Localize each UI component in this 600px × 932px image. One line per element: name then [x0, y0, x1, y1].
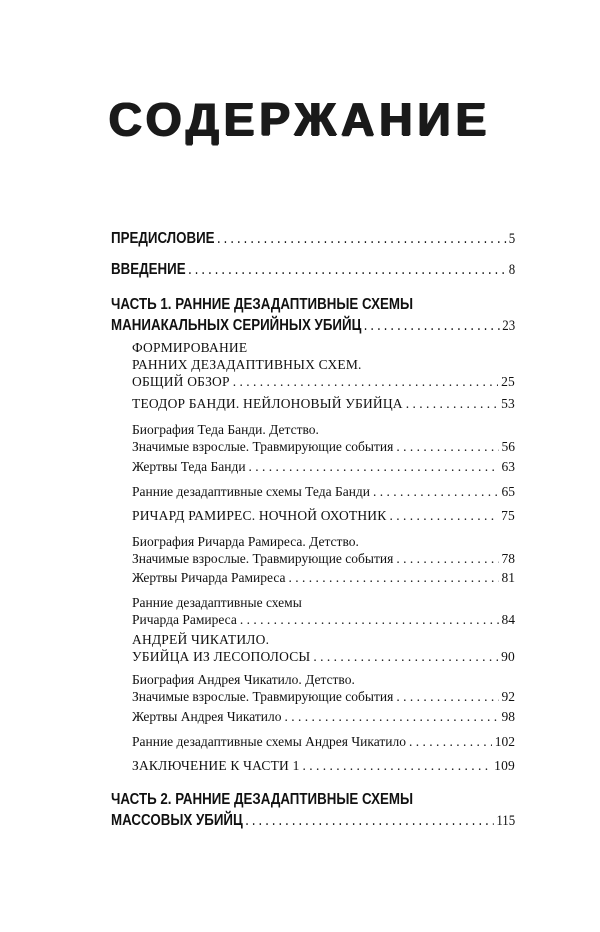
toc-entry-title-line: Значимые взрослые. Травмирующие события [132, 439, 394, 454]
toc-entry-conclusion-part-1[interactable] [132, 757, 515, 774]
toc-entry-title-line: ФОРМИРОВАНИЕ [132, 340, 248, 355]
toc-page-number: 56 [501, 439, 515, 454]
toc-entry-title: ЗАКЛЮЧЕНИЕ К ЧАСТИ 1 [132, 758, 300, 773]
toc-entry-richard-ramirez[interactable] [132, 507, 515, 524]
toc-leader-dots [289, 569, 499, 586]
toc-page-number: 63 [501, 459, 515, 474]
toc-leader-dots [313, 648, 498, 665]
toc-page-number: 75 [501, 508, 515, 523]
toc-page-number: 53 [501, 396, 515, 411]
toc-entry-title-line: МАССОВЫХ УБИЙЦ [111, 812, 243, 829]
toc-leader-dots [188, 259, 506, 280]
toc-page-number: 81 [501, 570, 515, 585]
toc-page-number: 102 [494, 734, 515, 749]
toc-entry-ramirez-biography[interactable] [132, 533, 515, 567]
toc-page-number: 5 [508, 231, 516, 247]
toc-entry-bundy-biography[interactable] [132, 421, 515, 455]
toc-page-number: 115 [496, 813, 516, 829]
toc-entry-introduction[interactable] [111, 259, 515, 281]
toc-entry-title-line: Биография Теда Банди. Детство. [132, 422, 319, 437]
toc-leader-dots [389, 507, 498, 524]
toc-leader-dots [396, 438, 498, 455]
toc-page-number: 90 [501, 649, 515, 664]
toc-entry-title: РИЧАРД РАМИРЕС. НОЧНОЙ ОХОТНИК [132, 508, 387, 523]
toc-leader-dots [396, 688, 498, 705]
toc-leader-dots [284, 708, 498, 725]
toc-entry-title-line: УБИЙЦА ИЗ ЛЕСОПОЛОСЫ [132, 649, 311, 664]
toc-page-number: 23 [502, 318, 516, 334]
toc-page-number: 98 [501, 709, 515, 724]
toc-entry-title-line: ЧАСТЬ 2. РАННИЕ ДЕЗАДАПТИВНЫЕ СХЕМЫ [111, 791, 414, 808]
toc-entry-ted-bundy[interactable] [132, 395, 515, 412]
page-title: СОДЕРЖАНИЕ [108, 93, 492, 145]
toc-leader-dots [245, 810, 493, 831]
toc-entry-title: Ранние дезадаптивные схемы Андрея Чикатило [132, 734, 406, 749]
toc-entry-part-1[interactable] [111, 294, 515, 337]
toc-leader-dots [240, 611, 499, 628]
toc-entry-title-line: МАНИАКАЛЬНЫХ СЕРИЙНЫХ УБИЙЦ [111, 317, 362, 334]
toc-entry-title-line: Биография Ричарда Рамиреса. Детство. [132, 534, 359, 549]
toc-entry-andrei-chikatilo[interactable] [132, 631, 515, 665]
toc-leader-dots [249, 458, 499, 475]
toc-leader-dots [406, 395, 498, 412]
toc-entry-chikatilo-schemas[interactable] [132, 733, 515, 750]
toc-leader-dots [373, 483, 498, 500]
toc-entry-part-2[interactable] [111, 789, 515, 832]
toc-entry-title: Ранние дезадаптивные схемы Теда Банди [132, 484, 371, 499]
toc-leader-dots [217, 228, 506, 249]
toc-entry-title-line: Ранние дезадаптивные схемы [132, 595, 302, 610]
toc-page-number: 25 [501, 374, 515, 389]
toc-entry-ramirez-victims[interactable] [132, 569, 515, 586]
toc-page-number: 65 [501, 484, 515, 499]
toc-entry-title: Жертвы Андрея Чикатило [132, 709, 282, 724]
toc-entry-title-line: Биография Андрея Чикатило. Детство. [132, 672, 355, 687]
toc-entry-title-line: Значимые взрослые. Травмирующие события [132, 551, 394, 566]
toc-entry-title: ВВЕДЕНИЕ [111, 261, 186, 278]
toc-entry-formation[interactable] [132, 339, 515, 390]
toc-entry-title: ТЕОДОР БАНДИ. НЕЙЛОНОВЫЙ УБИЙЦА [132, 396, 403, 411]
toc-page-number: 8 [508, 262, 516, 278]
toc-entry-foreword[interactable] [111, 228, 515, 250]
toc-leader-dots [303, 757, 492, 774]
toc-leader-dots [364, 315, 500, 336]
toc-entry-chikatilo-victims[interactable] [132, 708, 515, 725]
toc-entry-title-line: АНДРЕЙ ЧИКАТИЛО. [132, 632, 270, 647]
toc-leader-dots [409, 733, 492, 750]
toc-entry-bundy-victims[interactable] [132, 458, 515, 475]
toc-leader-dots [233, 373, 498, 390]
toc-leader-dots [396, 550, 498, 567]
toc-page-number: 78 [501, 551, 515, 566]
toc-entry-title-line: РАННИХ ДЕЗАДАПТИВНЫХ СХЕМ. [132, 357, 362, 372]
toc-entry-title-line: ОБЩИЙ ОБЗОР [132, 374, 230, 389]
toc-entry-title: Жертвы Ричарда Рамиреса [132, 570, 286, 585]
toc-entry-chikatilo-biography[interactable] [132, 671, 515, 705]
toc-entry-title-line: Ричарда Рамиреса [132, 612, 237, 627]
toc-entry-title-line: Значимые взрослые. Травмирующие события [132, 689, 394, 704]
toc-entry-title: Жертвы Теда Банди [132, 459, 246, 474]
toc-entry-ramirez-schemas[interactable] [132, 594, 515, 628]
toc-page-number: 109 [494, 758, 515, 773]
toc-entry-bundy-schemas[interactable] [132, 483, 515, 500]
toc-entry-title-line: ЧАСТЬ 1. РАННИЕ ДЕЗАДАПТИВНЫЕ СХЕМЫ [111, 296, 414, 313]
toc-page-number: 84 [501, 612, 515, 627]
toc-entry-title: ПРЕДИСЛОВИЕ [111, 230, 215, 247]
toc-page-number: 92 [501, 689, 515, 704]
